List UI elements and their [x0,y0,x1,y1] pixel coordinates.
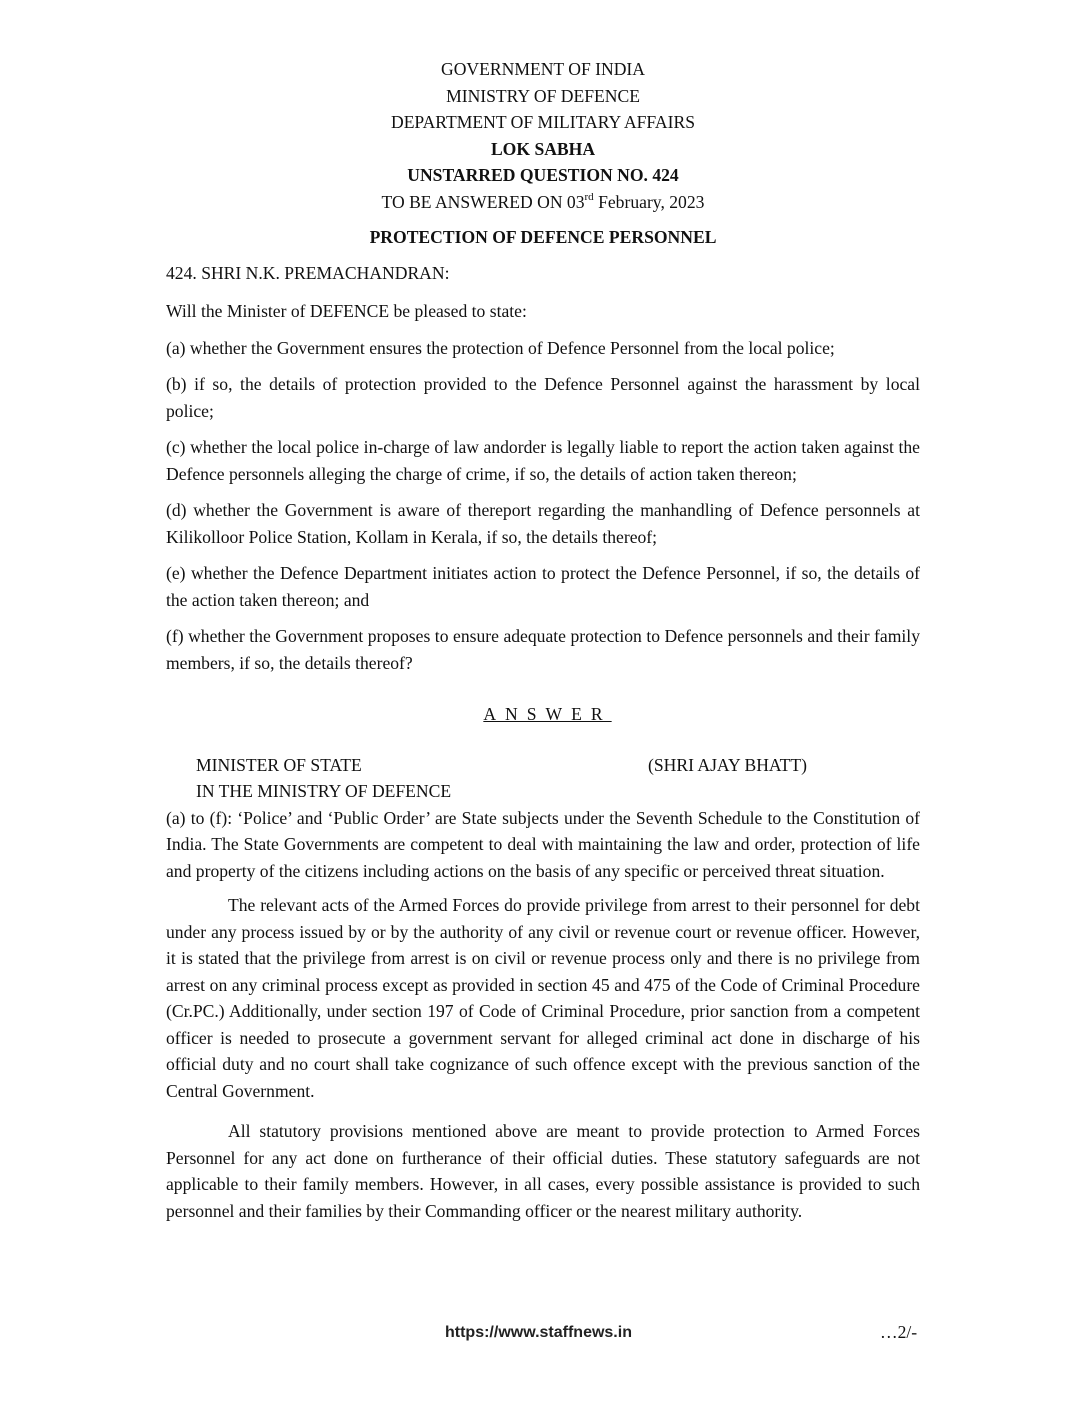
header-department: DEPARTMENT OF MILITARY AFFAIRS [390,112,695,132]
question-title: PROTECTION OF DEFENCE PERSONNEL [369,227,717,247]
minister-ministry: IN THE MINISTRY OF DEFENCE [196,781,452,801]
footer-page-marker: …2/- [880,1322,918,1342]
question-intro: Will the Minister of DEFENCE be pleased to state: [166,301,527,321]
header-house: LOK SABHA [490,138,596,159]
minister-block [166,752,920,805]
question-d: (d) whether the Government is aware of thereport regarding the manhandling of Defence personnels at Kilikolloor Police Station, Kollam in Kerala, if so, the details thereof; [166,500,920,547]
question-c: (c) whether the local police in-charge of law andorder is legally liable to report the action taken against the Defence personnels alleging the charge of crime, if so, the details of action taken thereon; [166,437,920,484]
question-e: (e) whether the Defence Department initiates action to protect the Defence Personnel, if so, the details of the action taken thereon; and [166,563,920,610]
minister-title: MINISTER OF STATE [196,754,362,775]
minister-name: (SHRI AJAY BHATT) [648,754,808,775]
document-page [166,56,920,1224]
header-ministry: MINISTRY OF DEFENCE [446,85,640,106]
header-government: GOVERNMENT OF INDIA [441,59,645,79]
answer-paragraph-3: All statutory provisions mentioned above are meant to provide protection to Armed Forces Personnel for any act done on furtherance of their official duties. These statutory safeguards are not applicable to their family members. However, in all cases, every possible assistance is provided to such personnel and their families by their Commanding officer or the nearest military authority. [166,1121,920,1221]
question-a: (a) whether the Government ensures the protection of Defence Personnel from the local police; [166,337,835,358]
answer-date-prefix: TO BE ANSWERED ON 03 [381,191,585,212]
answer-date-ordinal: rd [584,190,594,203]
question-asker: 424. SHRI N.K. PREMACHANDRAN: [166,262,450,283]
answer-paragraph-1: (a) to (f): ‘Police’ and ‘Public Order’ are State subjects under the Seventh Schedule to the Constitution of India. The State Governments are competent to deal with maintaining the law and order, protection of life and property of the citizens including actions on the basis of any specific or perceived threat situation. [166,807,920,881]
question-b: (b) if so, the details of protection provided to the Defence Personnel against the harassment by local police; [166,374,920,421]
footer-source-link[interactable]: https://www.staffnews.in [445,1324,632,1341]
answer-heading: ANSWER [483,704,612,724]
header-question-number: UNSTARRED QUESTION NO. 424 [407,165,679,185]
header-answer-date [166,189,920,216]
answer-paragraph-2: The relevant acts of the Armed Forces do provide privilege from arrest to their personnel for debt under any process issued by or by the authority of any civil or revenue court or revenue officer. However, it is stated that the privilege from arrest is on civil or revenue process only and there is no privilege from arrest on any criminal process except as provided in section 45 and 475 of the Code of Criminal Procedure (Cr.PC.) Additionally, under section 197 of Code of Criminal Procedure, prior sanction from a competent officer is needed to prosecute a government servant for alleged criminal act done in discharge of his official duty and no court shall take cognizance of such offence except with the previous sanction of the Central Government. [166,895,920,1101]
answer-date-suffix: February, 2023 [593,191,705,212]
question-f: (f) whether the Government proposes to ensure adequate protection to Defence personnels and their family members, if so, the details thereof? [166,626,920,673]
